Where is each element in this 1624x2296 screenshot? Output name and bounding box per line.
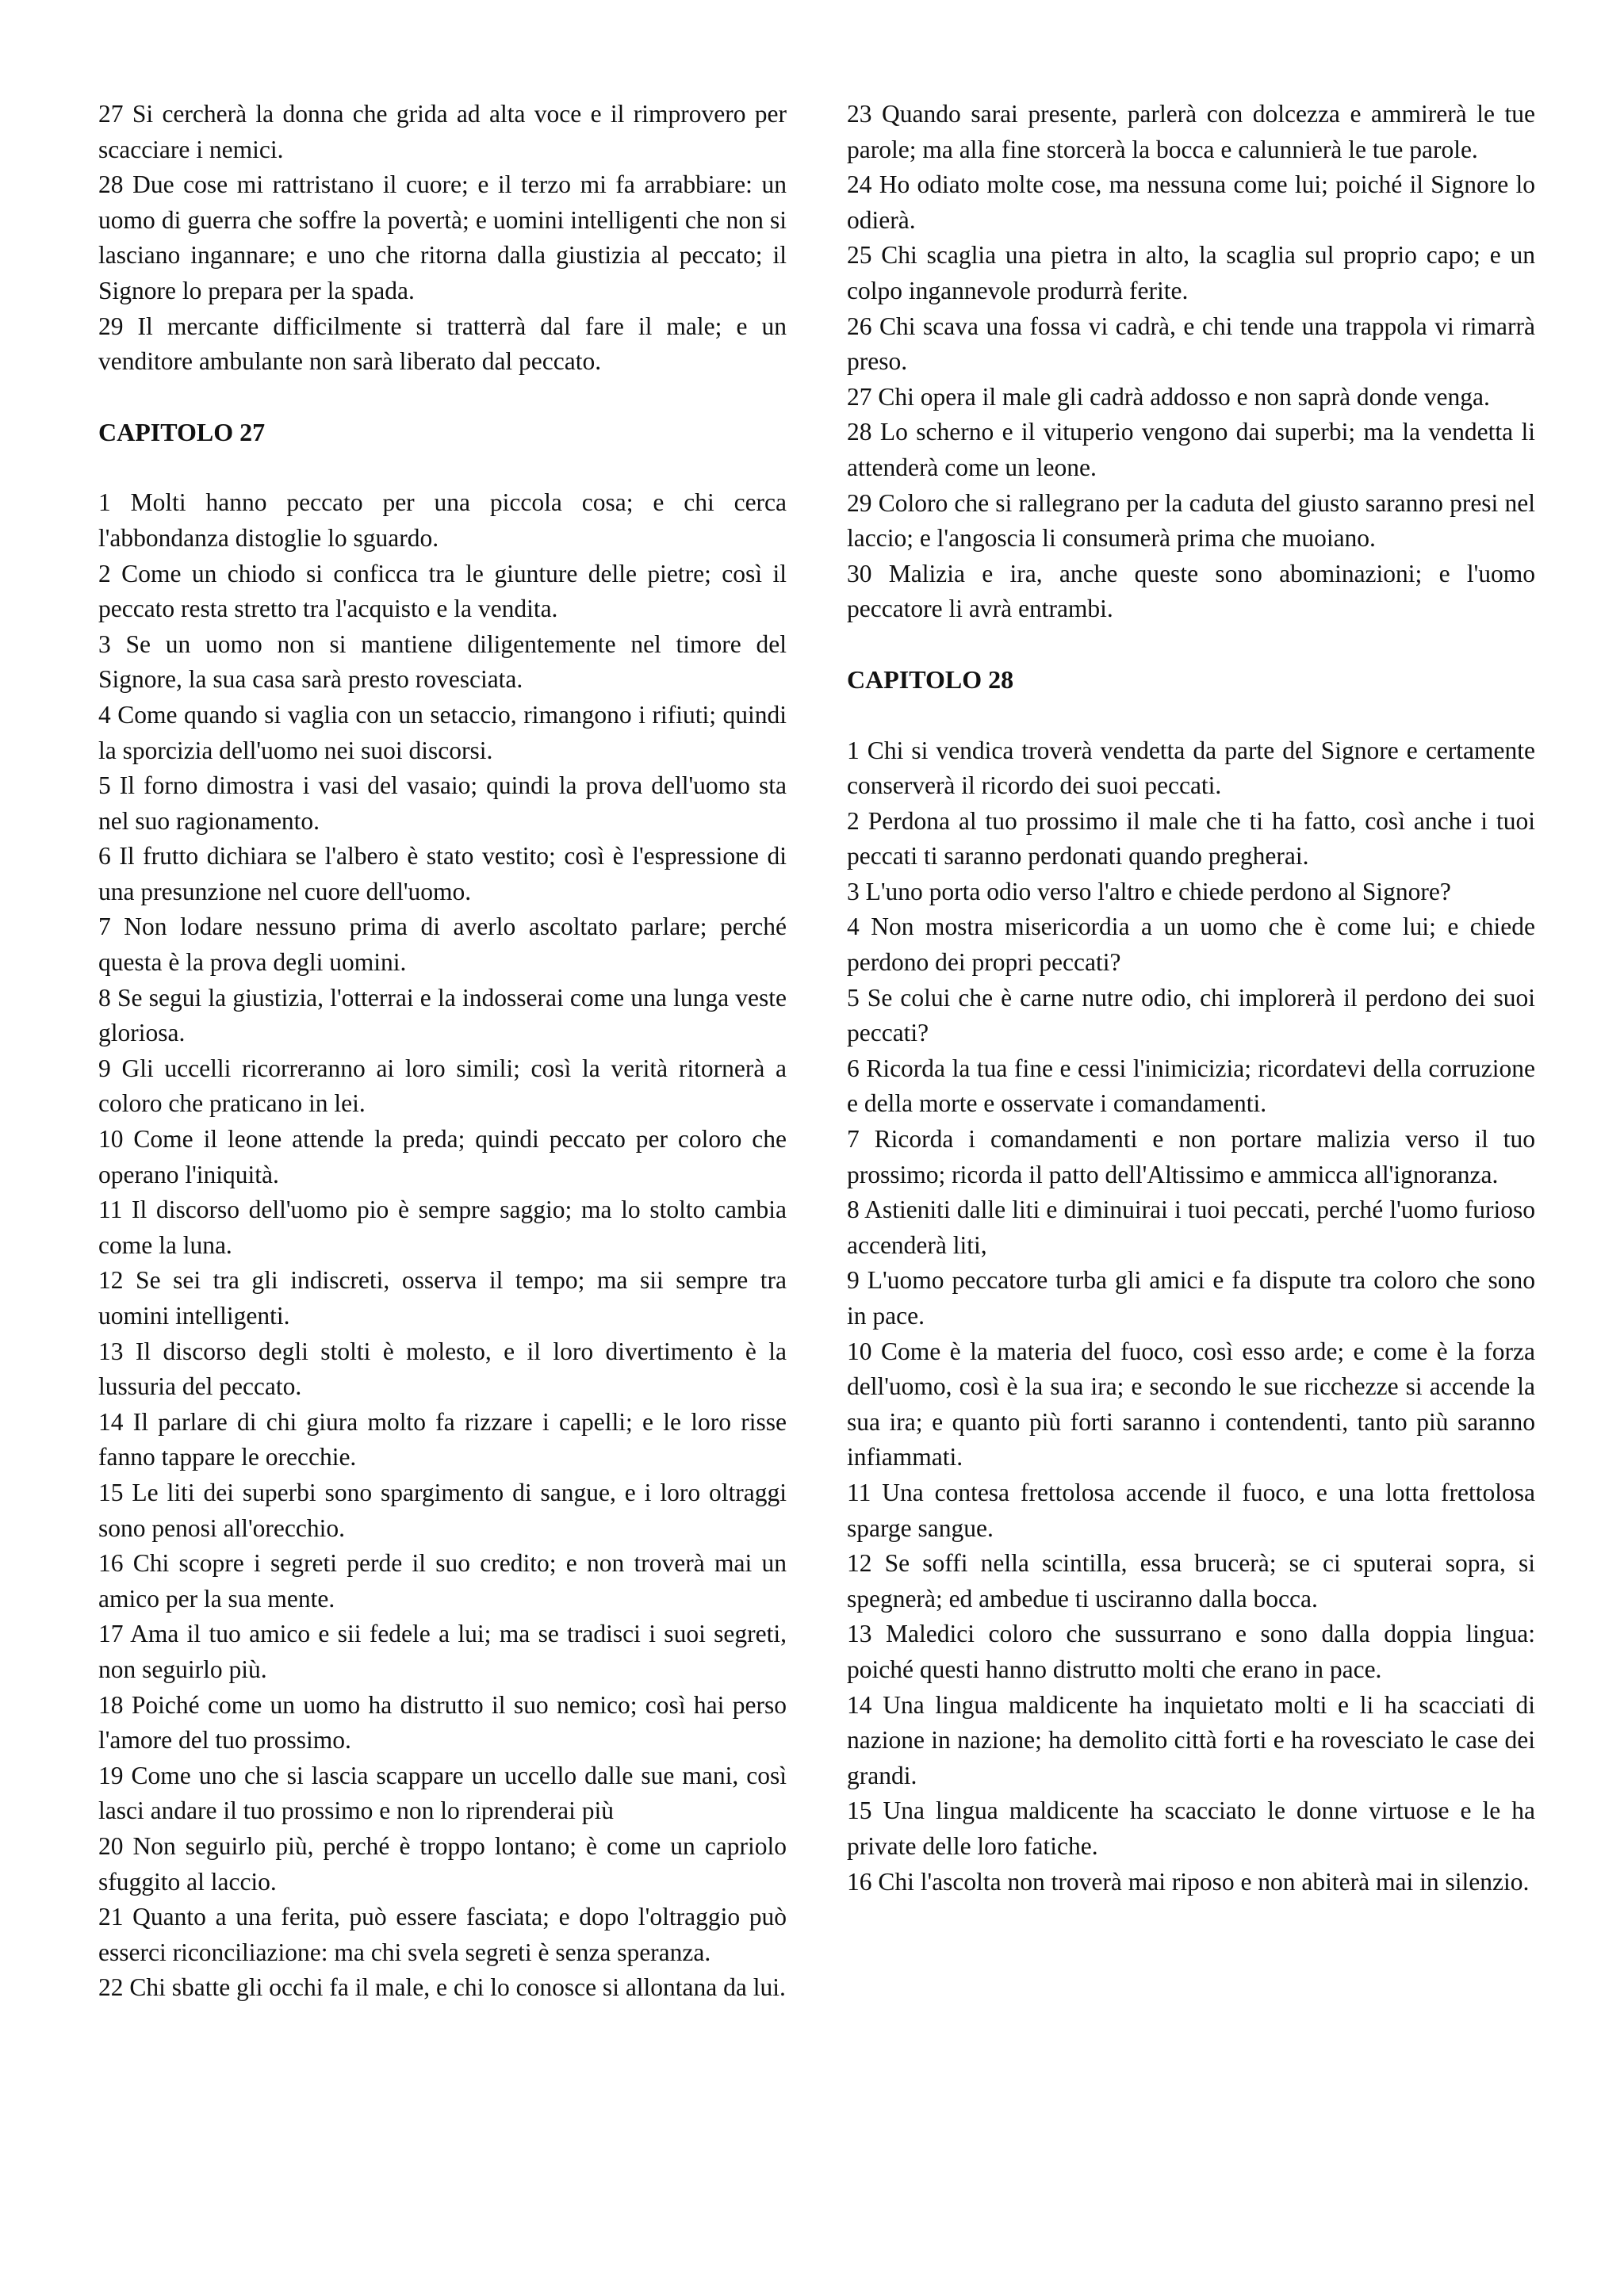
verse: 7 Non lodare nessuno prima di averlo ascoltato parlare; perché questa è la prova degli uomini. xyxy=(98,913,787,977)
verse: 26 Chi scava una fossa vi cadrà, e chi tende una trappola vi rimarrà preso. xyxy=(847,312,1535,376)
verse: 29 Coloro che si rallegrano per la caduta del giusto saranno presi nel laccio; e l'angoscia li consumerà prima che muoiano. xyxy=(847,488,1535,553)
chapter-heading: CAPITOLO 28 xyxy=(847,664,1014,694)
verse: 6 Ricorda la tua fine e cessi l'inimicizia; ricordatevi della corruzione e della morte e osservate i comandamenti. xyxy=(847,1054,1535,1118)
left-column xyxy=(98,97,787,2006)
verse: 14 Una lingua maldicente ha inquietato molti e li ha scacciati di nazione in nazione; ha demolito città forti e ha rovesciato le case dei grandi. xyxy=(847,1690,1535,1789)
verse: 7 Ricorda i comandamenti e non portare malizia verso il tuo prossimo; ricorda il patto dell'Altissimo e ammicca all'ignoranza. xyxy=(847,1125,1535,1188)
verse: 10 Come il leone attende la preda; quindi peccato per coloro che operano l'iniquità. xyxy=(98,1125,787,1188)
verse: 5 Il forno dimostra i vasi del vasaio; quindi la prova dell'uomo sta nel suo ragionamento. xyxy=(98,771,787,835)
verse: 13 Maledici coloro che sussurrano e sono dalla doppia lingua: poiché questi hanno distrutto molti che erano in pace. xyxy=(847,1620,1535,1683)
verse: 21 Quanto a una ferita, può essere fasciata; e dopo l'oltraggio può esserci riconciliazione: ma chi svela segreti è senza speranza. xyxy=(98,1903,787,1966)
verse: 22 Chi sbatte gli occhi fa il male, e chi lo conosce si allontana da lui. xyxy=(98,1973,786,2002)
verse: 11 Il discorso dell'uomo pio è sempre saggio; ma lo stolto cambia come la luna. xyxy=(98,1196,787,1259)
verse: 17 Ama il tuo amico e sii fedele a lui; ma se tradisci i suoi segreti, non seguirlo più. xyxy=(98,1620,787,1683)
verse: 4 Come quando si vaglia con un setaccio, rimangono i rifiuti; quindi la sporcizia dell'uomo nei suoi discorsi. xyxy=(98,700,787,764)
document-page xyxy=(98,97,1542,2253)
verse: 28 Lo scherno e il vituperio vengono dai superbi; ma la vendetta li attenderà come un leone. xyxy=(847,418,1535,481)
verse: 3 Se un uomo non si mantiene diligentemente nel timore del Signore, la sua casa sarà presto rovesciata. xyxy=(98,629,787,694)
right-verses-before xyxy=(847,97,1535,627)
left-verses-after xyxy=(98,485,787,2006)
verse: 1 Chi si vendica troverà vendetta da parte del Signore e certamente conserverà il ricordo dei suoi peccati. xyxy=(847,736,1535,800)
verse: 6 Il frutto dichiara se l'albero è stato vestito; così è l'espressione di una presunzione nel cuore dell'uomo. xyxy=(98,842,787,905)
verse: 20 Non seguirlo più, perché è troppo lontano; è come un capriolo sfuggito al laccio. xyxy=(98,1831,787,1896)
verse: 25 Chi scaglia una pietra in alto, la scaglia sul proprio capo; e un colpo ingannevole produrrà ferite. xyxy=(847,241,1535,304)
verse: 4 Non mostra misericordia a un uomo che è come lui; e chiede perdono dei propri peccati? xyxy=(847,913,1535,977)
verse: 12 Se sei tra gli indiscreti, osserva il tempo; ma sii sempre tra uomini intelligenti. xyxy=(98,1266,787,1330)
verse: 9 Gli uccelli ricorreranno ai loro simili; così la verità ritornerà a coloro che praticano in lei. xyxy=(98,1054,787,1118)
verse: 10 Come è la materia del fuoco, così esso arde; e come è la forza dell'uomo, così è la sua ira; e secondo le sue ricchezze si accende la sua ira; e quanto più forti saranno i contendenti, tanto più saranno infiammati. xyxy=(847,1337,1535,1471)
verse: 8 Astieniti dalle liti e diminuirai i tuoi peccati, perché l'uomo furioso accenderà liti, xyxy=(847,1196,1535,1259)
verse: 29 Il mercante difficilmente si tratterrà dal fare il male; e un venditore ambulante non sarà liberato dal peccato. xyxy=(98,312,787,376)
verse: 5 Se colui che è carne nutre odio, chi implorerà il perdono dei suoi peccati? xyxy=(847,983,1535,1047)
verse: 8 Se segui la giustizia, l'otterrai e la indosserai come una lunga veste gloriosa. xyxy=(98,983,787,1047)
verse: 15 Le liti dei superbi sono spargimento di sangue, e i loro oltraggi sono penosi all'orecchio. xyxy=(98,1478,787,1542)
verse: 30 Malizia e ira, anche queste sono abominazioni; e l'uomo peccatore li avrà entrambi. xyxy=(847,559,1535,623)
verse: 9 L'uomo peccatore turba gli amici e fa dispute tra coloro che sono in pace. xyxy=(847,1266,1535,1330)
verse: 18 Poiché come un uomo ha distrutto il suo nemico; così hai perso l'amore del tuo prossimo. xyxy=(98,1690,787,1755)
verse: 28 Due cose mi rattristano il cuore; e il terzo mi fa arrabbiare: un uomo di guerra che soffre la povertà; e uomini intelligenti che non si lasciano ingannare; e uno che ritorna dalla giustizia al peccato; il Signore lo prepara per la spada. xyxy=(98,170,787,304)
verse: 12 Se soffi nella scintilla, essa brucerà; se ci sputerai sopra, si spegnerà; ed ambedue ti usciranno dalla bocca. xyxy=(847,1549,1535,1613)
verse: 15 Una lingua maldicente ha scacciato le donne virtuose e le ha private delle loro fatiche. xyxy=(847,1797,1535,1860)
verse: 16 Chi scopre i segreti perde il suo credito; e non troverà mai un amico per la sua mente. xyxy=(98,1549,787,1613)
right-verses-after xyxy=(847,733,1535,1900)
verse: 11 Una contesa frettolosa accende il fuoco, e una lotta frettolosa sparge sangue. xyxy=(847,1478,1535,1542)
verse: 27 Chi opera il male gli cadrà addosso e non saprà donde venga. xyxy=(847,382,1490,411)
verse: 2 Perdona al tuo prossimo il male che ti ha fatto, così anche i tuoi peccati ti saranno perdonati quando pregherai. xyxy=(847,806,1535,871)
verse: 2 Come un chiodo si conficca tra le giunture delle pietre; così il peccato resta stretto tra l'acquisto e la vendita. xyxy=(98,559,787,623)
right-column xyxy=(847,97,1535,1900)
verse: 27 Si cercherà la donna che grida ad alta voce e il rimprovero per scacciare i nemici. xyxy=(98,100,787,163)
verse: 23 Quando sarai presente, parlerà con dolcezza e ammirerà le tue parole; ma alla fine storcerà la bocca e calunnierà le tue parole. xyxy=(847,100,1535,163)
verse: 1 Molti hanno peccato per una piccola cosa; e chi cerca l'abbondanza distoglie lo sguardo. xyxy=(98,488,787,552)
verse: 3 L'uno porta odio verso l'altro e chiede perdono al Signore? xyxy=(847,877,1451,905)
verse: 13 Il discorso degli stolti è molesto, e il loro divertimento è la lussuria del peccato. xyxy=(98,1337,787,1401)
verse: 14 Il parlare di chi giura molto fa rizzare i capelli; e le loro risse fanno tappare le orecchie. xyxy=(98,1407,787,1471)
verse: 16 Chi l'ascolta non troverà mai riposo e non abiterà mai in silenzio. xyxy=(847,1867,1530,1896)
left-verses-before xyxy=(98,97,787,380)
verse: 24 Ho odiato molte cose, ma nessuna come lui; poiché il Signore lo odierà. xyxy=(847,170,1535,234)
verse: 19 Come uno che si lascia scappare un uccello dalle sue mani, così lasci andare il tuo prossimo e non lo riprenderai più xyxy=(98,1761,787,1825)
chapter-heading: CAPITOLO 27 xyxy=(98,417,266,446)
